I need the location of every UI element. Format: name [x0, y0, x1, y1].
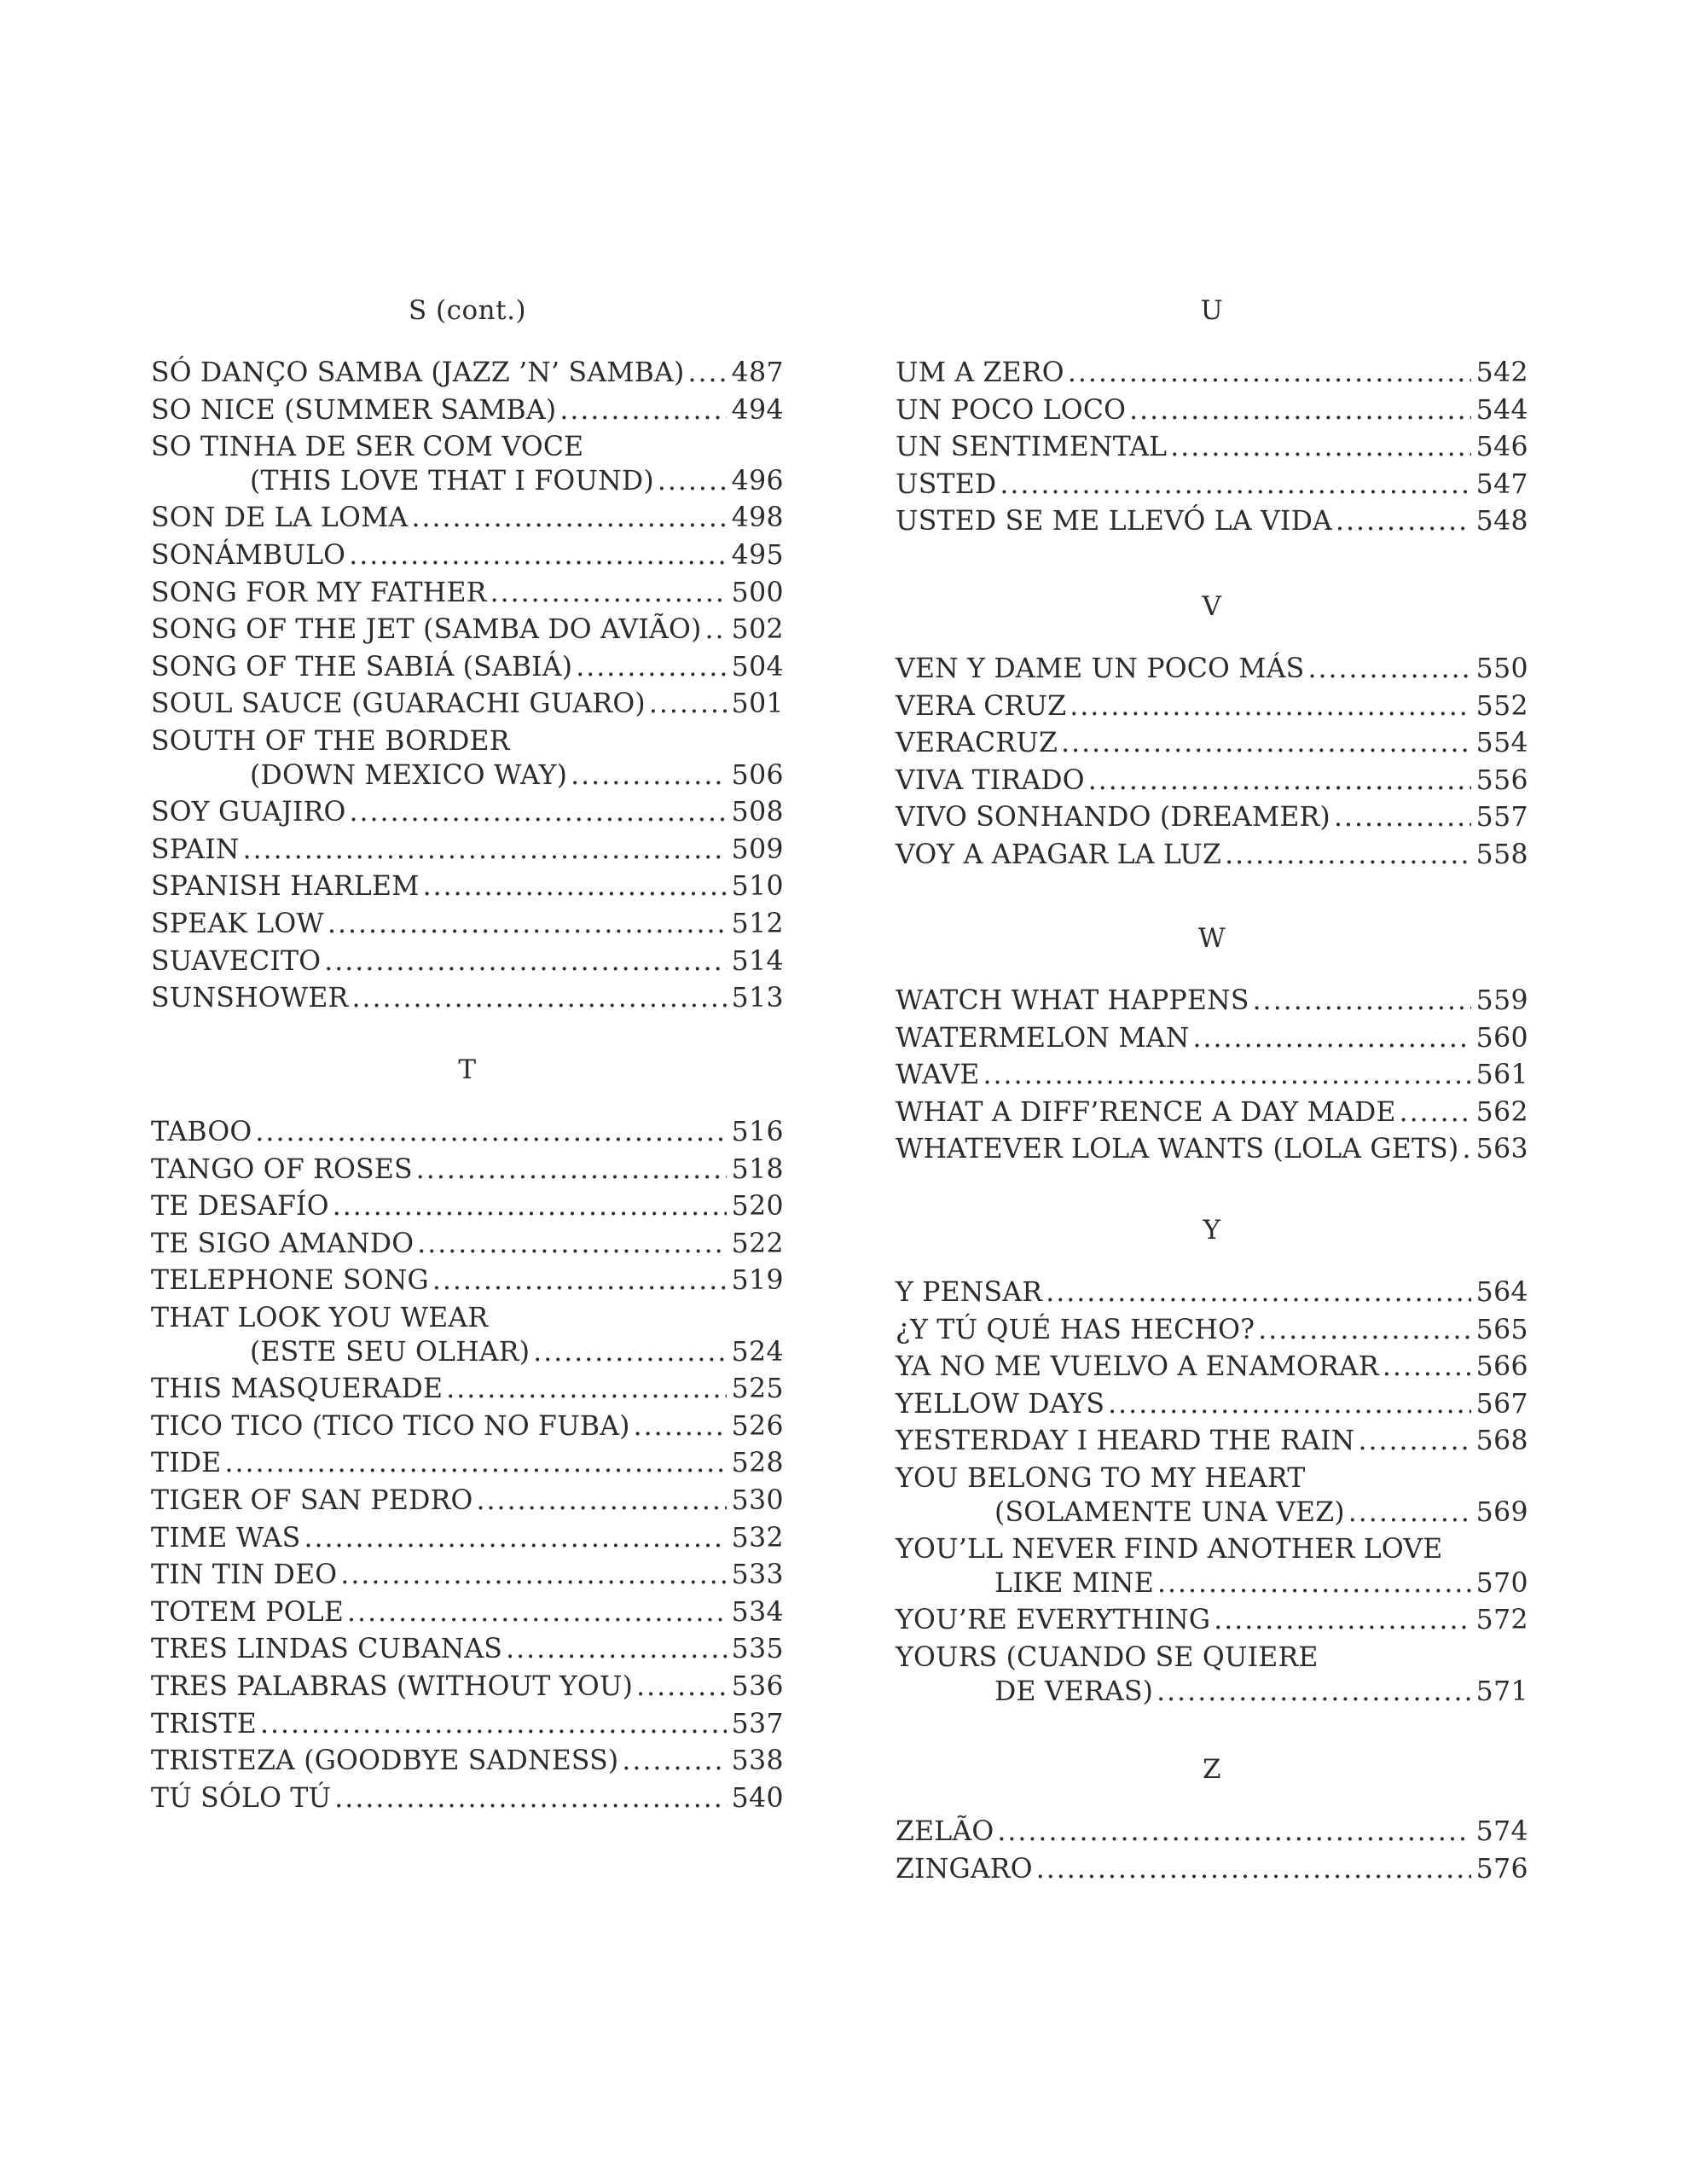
entry-title: Y PENSAR	[896, 1277, 1043, 1308]
index-entry	[896, 1020, 1528, 1058]
index-entry	[151, 1594, 784, 1632]
dot-leader	[446, 1371, 726, 1409]
index-entry	[896, 1057, 1528, 1095]
index-entry	[896, 467, 1528, 504]
section-heading: Z	[1202, 1754, 1222, 1785]
page-number: 496	[731, 465, 784, 497]
page-number: 559	[1475, 985, 1528, 1016]
page-number: 514	[731, 945, 784, 977]
page-number: 504	[731, 651, 784, 682]
entry-title: SOUTH OF THE BORDER	[151, 725, 510, 757]
dot-leader	[1358, 1423, 1470, 1461]
dot-leader	[411, 500, 726, 537]
dot-leader	[1129, 392, 1471, 430]
entry-title: SONG FOR MY FATHER	[151, 577, 487, 608]
index-entry	[151, 1483, 784, 1520]
page-number: 574	[1475, 1816, 1528, 1847]
page-number: 520	[731, 1191, 784, 1223]
page-number: 509	[731, 834, 784, 865]
page-number: 567	[1475, 1388, 1528, 1420]
page-number: 524	[731, 1336, 784, 1368]
entry-title: WHAT A DIFF’RENCE A DAY MADE	[896, 1096, 1396, 1128]
index-entry	[151, 392, 784, 430]
page-number: 534	[731, 1596, 784, 1628]
entry-title: SOY GUAJIRO	[151, 797, 346, 828]
section-heading: V	[1202, 591, 1222, 622]
entry-title: TRES LINDAS CUBANAS	[151, 1634, 503, 1665]
entry-title: ZINGARO	[896, 1853, 1033, 1885]
index-entry	[151, 1520, 784, 1558]
page-number: 535	[731, 1634, 784, 1665]
index-entry	[151, 868, 784, 906]
page-number: 532	[731, 1522, 784, 1554]
page-number: 562	[1475, 1096, 1528, 1128]
entry-title: UM A ZERO	[896, 357, 1064, 388]
dot-leader	[243, 832, 727, 869]
page-number: 550	[1475, 653, 1528, 684]
dot-leader	[255, 1114, 726, 1152]
index-entry	[151, 1371, 784, 1409]
dot-leader	[506, 1631, 727, 1669]
dot-leader	[1334, 799, 1471, 837]
index-entry	[151, 1409, 784, 1446]
index-entry	[896, 1851, 1528, 1889]
index-entry	[896, 1095, 1528, 1132]
dot-leader	[1400, 1095, 1471, 1132]
dot-leader	[490, 575, 727, 613]
page-number: 525	[731, 1374, 784, 1405]
page-number: 563	[1475, 1134, 1528, 1165]
index-entry	[896, 429, 1528, 467]
dot-leader	[416, 1152, 727, 1189]
entry-title: TIGER OF SAN PEDRO	[151, 1484, 473, 1516]
page-number: 501	[731, 688, 784, 720]
entry-title: TE DESAFÍO	[151, 1191, 329, 1223]
dot-leader	[1108, 1386, 1471, 1424]
entry-title: USTED	[896, 468, 997, 500]
index-entry	[896, 1423, 1528, 1461]
entry-title: SONÁMBULO	[151, 539, 346, 571]
dot-leader	[1068, 355, 1471, 392]
page-number: 498	[731, 502, 784, 534]
page-number: 510	[731, 871, 784, 903]
dot-leader	[1157, 1565, 1471, 1603]
entry-title: SPAIN	[151, 834, 240, 865]
page-number: 552	[1475, 690, 1528, 722]
entry-title: SUAVECITO	[151, 945, 322, 977]
entry-title: ¿Y TÚ QUÉ HAS HECHO?	[896, 1314, 1255, 1345]
dot-leader	[1046, 1275, 1470, 1312]
index-entry	[151, 944, 784, 981]
index-entry	[896, 1640, 1528, 1711]
entry-title: SUNSHOWER	[151, 983, 349, 1014]
dot-leader	[559, 392, 726, 430]
entry-title: YOU’LL NEVER FIND ANOTHER LOVE	[896, 1534, 1443, 1565]
page-number: 530	[731, 1484, 784, 1516]
entry-title: TRISTEZA (GOODBYE SADNESS)	[151, 1745, 619, 1777]
index-entry	[151, 649, 784, 687]
index-entry	[896, 1275, 1528, 1312]
index-entry	[896, 503, 1528, 541]
dot-leader	[649, 686, 727, 723]
page-number: 526	[731, 1410, 784, 1442]
entry-title-continued: (ESTE SEU OLHAR)	[250, 1336, 530, 1368]
index-entry	[151, 980, 784, 1018]
dot-leader	[1157, 1674, 1471, 1711]
entry-title: WATERMELON MAN	[896, 1022, 1190, 1054]
index-entry	[151, 1557, 784, 1594]
page-number: 556	[1475, 764, 1528, 796]
index-entry	[896, 1312, 1528, 1350]
index-entry	[151, 1743, 784, 1780]
page-number: 547	[1475, 468, 1528, 500]
dot-leader	[1214, 1602, 1470, 1640]
index-entry	[896, 1602, 1528, 1640]
index-entry	[151, 1631, 784, 1669]
entry-title-continued: (SOLAMENTE UNA VEZ)	[994, 1496, 1345, 1528]
page-number: 566	[1475, 1351, 1528, 1383]
dot-leader	[687, 355, 726, 392]
entry-list	[896, 355, 1528, 541]
entry-title: ZELÃO	[896, 1816, 994, 1847]
entry-title: YESTERDAY I HEARD THE RAIN	[896, 1426, 1355, 1457]
dot-leader	[997, 1814, 1470, 1851]
page-number: 548	[1475, 506, 1528, 537]
page-number: 518	[731, 1153, 784, 1185]
entry-title: SO NICE (SUMMER SAMBA)	[151, 394, 557, 426]
dot-leader	[225, 1445, 727, 1483]
entry-title: USTED SE ME LLEVÓ LA VIDA	[896, 506, 1332, 537]
entry-title: VEN Y DAME UN POCO MÁS	[896, 653, 1305, 684]
page-number: 508	[731, 797, 784, 828]
index-entry	[151, 1226, 784, 1263]
dot-leader	[1088, 763, 1471, 800]
dot-leader	[1061, 725, 1471, 763]
page-number: 546	[1475, 432, 1528, 463]
page-number: 513	[731, 983, 784, 1014]
section-heading: S (cont.)	[408, 295, 527, 326]
page-number: 540	[731, 1782, 784, 1814]
dot-leader	[1462, 1131, 1470, 1169]
entry-title: VERA CRUZ	[896, 690, 1067, 722]
dot-leader	[1336, 503, 1471, 541]
dot-leader	[636, 1669, 727, 1706]
page-number: 506	[731, 759, 784, 791]
index-entry	[896, 1814, 1528, 1851]
section-heading: U	[1200, 295, 1224, 326]
page-number: 554	[1475, 728, 1528, 759]
index-entry	[896, 799, 1528, 837]
page-number: 569	[1475, 1496, 1528, 1528]
dot-leader	[350, 794, 727, 832]
page-number: 487	[731, 357, 784, 388]
index-entry	[896, 763, 1528, 800]
page-number: 558	[1475, 839, 1528, 870]
entry-title: VIVA TIRADO	[896, 764, 1085, 796]
entry-title: VERACRUZ	[896, 728, 1058, 759]
entry-title: TRES PALABRAS (WITHOUT YOU)	[151, 1670, 634, 1702]
dot-leader	[1383, 1349, 1471, 1386]
index-entry	[151, 1263, 784, 1300]
dot-leader	[477, 1483, 727, 1520]
index-entry	[896, 651, 1528, 688]
entry-title-continued: (THIS LOVE THAT I FOUND)	[250, 465, 654, 497]
entry-title: UN SENTIMENTAL	[896, 432, 1168, 463]
entry-title: SÓ DANÇO SAMBA (JAZZ ’N’ SAMBA)	[151, 357, 685, 388]
dot-leader	[571, 758, 727, 795]
section-z	[896, 1744, 1528, 1888]
dot-leader	[1000, 467, 1470, 504]
index-entry	[151, 1152, 784, 1189]
index-entry	[151, 1188, 784, 1226]
index-entry	[151, 686, 784, 723]
entry-list	[151, 1114, 784, 1817]
entry-title: SONG OF THE JET (SAMBA DO AVIÃO)	[151, 614, 702, 646]
entry-title: YA NO ME VUELVO A ENAMORAR	[896, 1351, 1379, 1383]
page-number: 533	[731, 1560, 784, 1591]
index-entry	[151, 500, 784, 537]
index-entry	[151, 1706, 784, 1744]
index-entry	[896, 688, 1528, 726]
index-entry	[151, 612, 784, 649]
entry-title: TELEPHONE SONG	[151, 1265, 429, 1297]
index-entry	[896, 355, 1528, 392]
entry-title: TABOO	[151, 1117, 252, 1147]
index-entry	[151, 1114, 784, 1152]
page-number: 519	[731, 1265, 784, 1297]
page-number: 495	[731, 539, 784, 571]
entry-title: THIS MASQUERADE	[151, 1374, 443, 1405]
dot-leader	[1070, 688, 1470, 726]
index-entry	[896, 1531, 1528, 1602]
entry-title: THAT LOOK YOU WEAR	[151, 1302, 489, 1333]
page-number: 557	[1475, 802, 1528, 834]
entry-title-continued: LIKE MINE	[994, 1567, 1154, 1599]
dot-leader	[704, 612, 726, 649]
index-entry	[151, 1669, 784, 1706]
entry-title: VOY A APAGAR LA LUZ	[896, 839, 1222, 870]
page-number: 538	[731, 1745, 784, 1777]
section-w	[896, 913, 1528, 1169]
dot-leader	[333, 1188, 727, 1226]
entry-title: SOUL SAUCE (GUARACHI GUARO)	[151, 688, 646, 720]
dot-leader	[423, 868, 727, 906]
index-entry	[896, 392, 1528, 430]
entry-title: SON DE LA LOMA	[151, 502, 409, 534]
index-entry	[896, 1131, 1528, 1169]
dot-leader	[349, 537, 726, 575]
entry-title: TOTEM POLE	[151, 1596, 345, 1628]
entry-title: YOU BELONG TO MY HEART	[896, 1462, 1306, 1494]
entry-list	[896, 1814, 1528, 1888]
page-number: 502	[731, 614, 784, 646]
dot-leader	[417, 1226, 726, 1263]
section-v	[896, 581, 1528, 874]
dot-leader	[1036, 1851, 1471, 1889]
entry-title: YOURS (CUANDO SE QUIERE	[896, 1641, 1319, 1673]
section-t	[151, 1044, 784, 1817]
page-number: 512	[731, 908, 784, 939]
entry-title: SO TINHA DE SER COM VOCE	[151, 432, 584, 463]
page-number: 500	[731, 577, 784, 608]
entry-title: TIDE	[151, 1448, 222, 1479]
page-number: 570	[1475, 1567, 1528, 1599]
entry-title: SPEAK LOW	[151, 908, 324, 939]
dot-leader	[432, 1263, 727, 1300]
page-number: 560	[1475, 1022, 1528, 1054]
page-number: 564	[1475, 1277, 1528, 1308]
section-u	[896, 285, 1528, 541]
entry-title: WAVE	[896, 1060, 980, 1091]
index-entry	[151, 575, 784, 613]
entry-list	[896, 1275, 1528, 1711]
dot-leader	[324, 944, 726, 981]
page-number: 542	[1475, 357, 1528, 388]
index-entry	[896, 837, 1528, 874]
index-entry	[896, 1461, 1528, 1531]
page-number: 522	[731, 1228, 784, 1259]
page-number: 568	[1475, 1426, 1528, 1457]
index-entry	[151, 906, 784, 944]
entry-title: SPANISH HARLEM	[151, 871, 420, 903]
entry-list	[151, 355, 784, 1018]
dot-leader	[1348, 1495, 1471, 1532]
dot-leader	[1258, 1312, 1470, 1350]
entry-title: TIN TIN DEO	[151, 1560, 338, 1591]
entry-title: TIME WAS	[151, 1522, 301, 1554]
section-s-cont	[151, 285, 784, 1018]
index-entry	[896, 983, 1528, 1020]
dot-leader	[260, 1706, 727, 1744]
page-number: 544	[1475, 394, 1528, 426]
section-heading: Y	[1203, 1215, 1221, 1246]
dot-leader	[1253, 983, 1471, 1020]
page-number: 565	[1475, 1314, 1528, 1345]
entry-title: TANGO OF ROSES	[151, 1153, 413, 1185]
index-entry	[151, 794, 784, 832]
section-heading: T	[458, 1054, 477, 1085]
entry-title: WHATEVER LOLA WANTS (LOLA GETS)	[896, 1134, 1459, 1165]
entry-title: TE SIGO AMANDO	[151, 1228, 415, 1259]
index-entry	[151, 1300, 784, 1371]
index-entry	[896, 1386, 1528, 1424]
index-entry	[151, 355, 784, 392]
entry-title: TÚ SÓLO TÚ	[151, 1782, 332, 1814]
entry-title: WATCH WHAT HAPPENS	[896, 985, 1249, 1016]
page-number: 571	[1475, 1676, 1528, 1707]
entry-title: VIVO SONHANDO (DREAMER)	[896, 802, 1330, 834]
page-number: 516	[731, 1117, 784, 1147]
index-entry	[151, 1780, 784, 1818]
dot-leader	[1170, 429, 1470, 467]
dot-leader	[340, 1557, 726, 1594]
dot-leader	[351, 980, 726, 1018]
dot-leader	[334, 1780, 726, 1818]
page-number: 576	[1475, 1853, 1528, 1885]
entry-title-continued: DE VERAS)	[994, 1676, 1154, 1707]
entry-list	[896, 983, 1528, 1169]
index-entry	[151, 429, 784, 500]
dot-leader	[1225, 837, 1471, 874]
page-number: 561	[1475, 1060, 1528, 1091]
dot-leader	[347, 1594, 727, 1632]
entry-title: TICO TICO (TICO TICO NO FUBA)	[151, 1410, 630, 1442]
dot-leader	[634, 1409, 727, 1446]
index-entry	[896, 725, 1528, 763]
index-entry	[151, 832, 784, 869]
index-entry	[151, 1445, 784, 1483]
entry-title-continued: (DOWN MEXICO WAY)	[250, 759, 568, 791]
entry-title: YOU’RE EVERYTHING	[896, 1605, 1211, 1636]
index-entry	[151, 723, 784, 794]
entry-title: YELLOW DAYS	[896, 1388, 1105, 1420]
dot-leader	[1307, 651, 1470, 688]
section-heading: W	[1197, 923, 1226, 954]
entry-list	[896, 651, 1528, 874]
entry-title: TRISTE	[151, 1708, 257, 1740]
page-number: 528	[731, 1448, 784, 1479]
dot-leader	[533, 1334, 726, 1372]
entry-title: UN POCO LOCO	[896, 394, 1127, 426]
page-number: 494	[731, 394, 784, 426]
index-entry	[896, 1349, 1528, 1386]
section-y	[896, 1205, 1528, 1711]
page-number: 536	[731, 1670, 784, 1702]
entry-title: SONG OF THE SABIÁ (SABIÁ)	[151, 651, 573, 682]
dot-leader	[622, 1743, 726, 1780]
index-entry	[151, 537, 784, 575]
dot-leader	[983, 1057, 1471, 1095]
dot-leader	[576, 649, 726, 687]
dot-leader	[658, 463, 727, 501]
page-number: 537	[731, 1708, 784, 1740]
dot-leader	[328, 906, 727, 944]
dot-leader	[1193, 1020, 1471, 1058]
page-number: 572	[1475, 1605, 1528, 1636]
dot-leader	[304, 1520, 726, 1558]
